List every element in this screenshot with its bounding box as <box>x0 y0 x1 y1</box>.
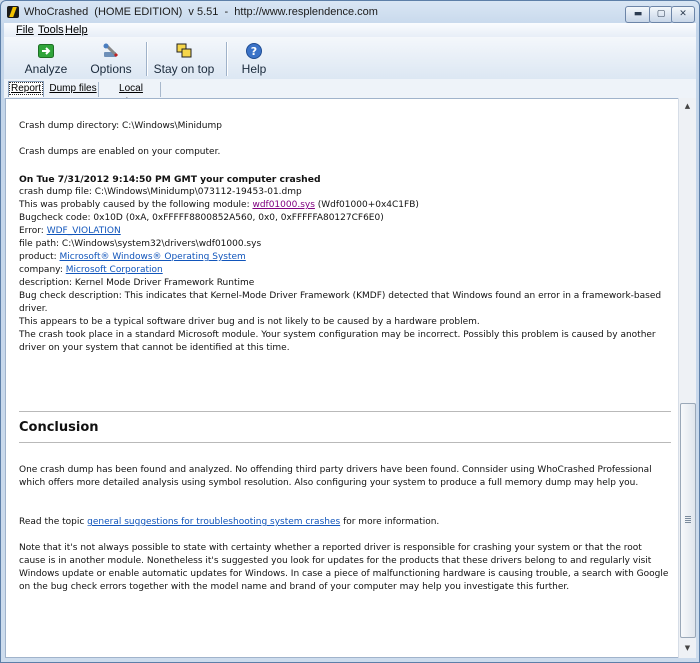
maximize-button[interactable]: ▢ <box>649 6 673 23</box>
stay-on-top-label: Stay on top <box>153 62 215 76</box>
stay-on-top-windows-icon <box>176 43 192 59</box>
vertical-scrollbar[interactable] <box>678 98 696 658</box>
menu-help[interactable]: Help <box>65 24 88 36</box>
tab-strip <box>4 79 696 98</box>
toolbar-separator <box>226 42 227 76</box>
scroll-down-arrow-icon[interactable]: ▼ <box>684 644 691 652</box>
conclusion-summary: One crash dump has been found and analyzed. No offending third party drivers have been found. Connsider using WhoCrashed Professional which offers more detailed analysis using symbol resolution. Also configuring your system to produce a full memory dump may help you. <box>19 465 652 488</box>
minimize-button[interactable]: ▬ <box>625 6 651 23</box>
software-bug-note: This appears to be a typical software driver bug and is not likely to be caused by a hardware problem. <box>19 317 480 327</box>
toolbar <box>4 37 696 80</box>
conclusion-note: Note that it's not always possible to state with certainty whether a reported driver is responsible for crashing your system or that the root cause is in another module. Nonetheless it's suggested you look for updates for the products that these drivers belong to and regularly visit Windows update or enable automatic updates for Windows. In case a piece of malfunctioning hardware is causing trouble, a search with Google on the bug check errors together with the model name and brand of your computer may help you investigate this further. <box>19 543 669 592</box>
title-bar[interactable] <box>1 1 699 23</box>
error-link[interactable]: WDF_VIOLATION <box>46 226 121 236</box>
bug-check-description: Bug check description: This indicates that Kernel-Mode Driver Framework (KMDF) detected that Windows found an error in a framework-based driver. <box>19 291 662 314</box>
section-divider <box>19 442 671 443</box>
crash-heading: On Tue 7/31/2012 9:14:50 PM GMT your computer crashed <box>19 174 321 185</box>
caused-by-line: This was probably caused by the following module: wdf01000.sys (Wdf01000+0x4C1FB) <box>19 200 419 210</box>
error-line: Error: WDF_VIOLATION <box>19 226 121 236</box>
dump-directory: Crash dump directory: C:\Windows\Minidump <box>19 121 222 131</box>
help-label: Help <box>241 62 267 76</box>
tab-local-drivers[interactable]: Local <box>102 82 161 97</box>
help-question-icon <box>246 43 262 59</box>
svg-text:?: ? <box>250 45 258 58</box>
window-title: WhoCrashed (HOME EDITION) v 5.51 - http://www.resplendence.com <box>24 6 378 18</box>
topic-line: Read the topic general suggestions for troubleshooting system crashes for more information. <box>19 517 440 527</box>
description-line: description: Kernel Mode Driver Framework Runtime <box>19 278 255 288</box>
toolbar-separator <box>146 42 147 76</box>
stay-on-top-button[interactable] <box>152 40 216 78</box>
module-link[interactable]: wdf01000.sys <box>252 200 315 210</box>
menu-tools[interactable]: Tools <box>38 24 64 36</box>
analyze-label: Analyze <box>24 62 68 76</box>
analyze-button[interactable] <box>22 40 70 78</box>
dump-file-path: crash dump file: C:\Windows\Minidump\073112-19453-01.dmp <box>19 187 302 197</box>
tab-report[interactable]: Report <box>8 81 44 97</box>
section-divider <box>19 411 671 412</box>
troubleshooting-link[interactable]: general suggestions for troubleshooting system crashes <box>87 517 341 527</box>
crash-location-note: The crash took place in a standard Microsoft module. Your system configuration may be incorrect. Possibly this problem is caused by another driver on your system that cannot be identified at this time. <box>19 330 656 353</box>
company-link[interactable]: Microsoft Corporation <box>65 265 163 275</box>
options-button[interactable] <box>88 40 134 78</box>
options-label: Options <box>90 62 132 76</box>
product-line: product: Microsoft® Windows® Operating System <box>19 252 246 262</box>
help-button[interactable] <box>234 40 274 78</box>
analyze-arrow-icon <box>38 43 54 59</box>
file-path: file path: C:\Windows\system32\drivers\wdf01000.sys <box>19 239 262 249</box>
report-pane[interactable] <box>5 98 680 658</box>
dumps-enabled-text: Crash dumps are enabled on your computer. <box>19 147 221 157</box>
scroll-up-arrow-icon[interactable]: ▲ <box>684 102 691 110</box>
menu-file[interactable]: File <box>16 24 34 36</box>
company-line: company: Microsoft Corporation <box>19 265 163 275</box>
scrollbar-thumb[interactable] <box>680 403 696 638</box>
scrollbar-grip <box>685 516 691 523</box>
close-button[interactable]: ✕ <box>671 6 695 23</box>
product-link[interactable]: Microsoft® Windows® Operating System <box>59 252 246 262</box>
app-logo-icon <box>7 6 19 18</box>
menu-bar <box>4 23 696 37</box>
conclusion-heading: Conclusion <box>19 420 99 435</box>
tab-dump-files[interactable]: Dump files <box>48 82 99 97</box>
bugcheck-code: Bugcheck code: 0x10D (0xA, 0xFFFFF8800852A560, 0x0, 0xFFFFFA80127CF6E0) <box>19 213 384 223</box>
options-tools-icon <box>103 43 119 59</box>
